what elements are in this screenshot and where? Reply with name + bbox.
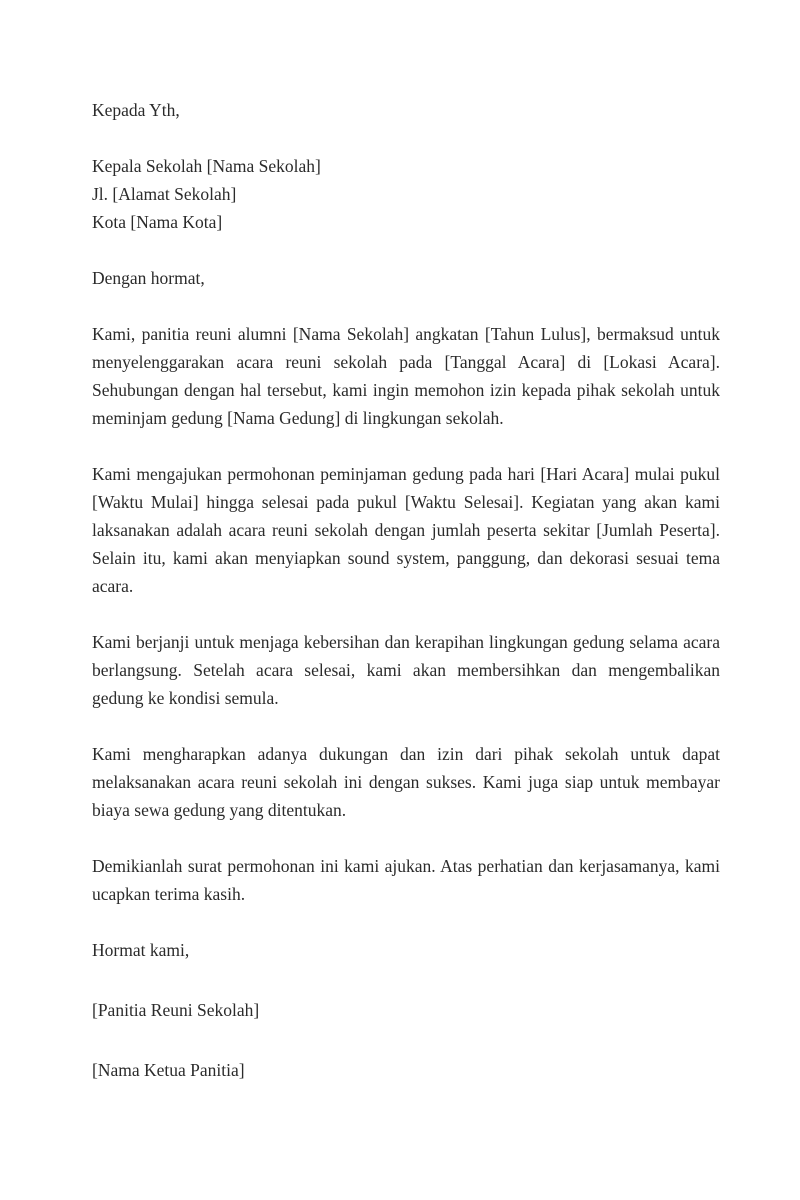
- body-paragraph-4: Kami mengharapkan adanya dukungan dan izin dari pihak sekolah untuk dapat melaksanakan acara reuni sekolah ini dengan sukses. Kami juga siap untuk membayar biaya sewa gedung yang ditentukan.: [92, 744, 720, 820]
- body-paragraph-5: Demikianlah surat permohonan ini kami ajukan. Atas perhatian dan kerjasamanya, kami ucapkan terima kasih.: [92, 856, 720, 904]
- chairman-name: [Nama Ketua Panitia]: [92, 1060, 245, 1080]
- body-paragraph-1: Kami, panitia reuni alumni [Nama Sekolah] angkatan [Tahun Lulus], bermaksud untuk menyelenggarakan acara reuni sekolah pada [Tanggal Acara] di [Lokasi Acara]. Sehubungan dengan hal tersebut, kami ingin memohon izin kepada pihak sekolah untuk meminjam gedung [Nama Gedung] di lingkungan sekolah.: [92, 324, 720, 428]
- closing: Hormat kami,: [92, 940, 190, 960]
- recipient-address: [92, 152, 720, 236]
- recipient-title: Kepala Sekolah [Nama Sekolah]: [92, 156, 321, 176]
- greeting: Dengan hormat,: [92, 268, 205, 288]
- body-paragraph-2: Kami mengajukan permohonan peminjaman gedung pada hari [Hari Acara] mulai pukul [Waktu Mulai] hingga selesai pada pukul [Waktu Selesai]. Kegiatan yang akan kami laksanakan adalah acara reuni sekolah dengan jumlah peserta sekitar [Jumlah Peserta]. Selain itu, kami akan menyiapkan sound system, panggung, dan dekorasi sesuai tema acara.: [92, 464, 720, 596]
- organizer-signature: [Panitia Reuni Sekolah]: [92, 1000, 260, 1020]
- recipient-street: Jl. [Alamat Sekolah]: [92, 184, 237, 204]
- letter-document: [92, 96, 720, 1112]
- salutation-to: Kepada Yth,: [92, 100, 180, 120]
- body-paragraph-3: Kami berjanji untuk menjaga kebersihan dan kerapihan lingkungan gedung selama acara berlangsung. Setelah acara selesai, kami akan membersihkan dan mengembalikan gedung ke kondisi semula.: [92, 632, 720, 708]
- recipient-city: Kota [Nama Kota]: [92, 212, 223, 232]
